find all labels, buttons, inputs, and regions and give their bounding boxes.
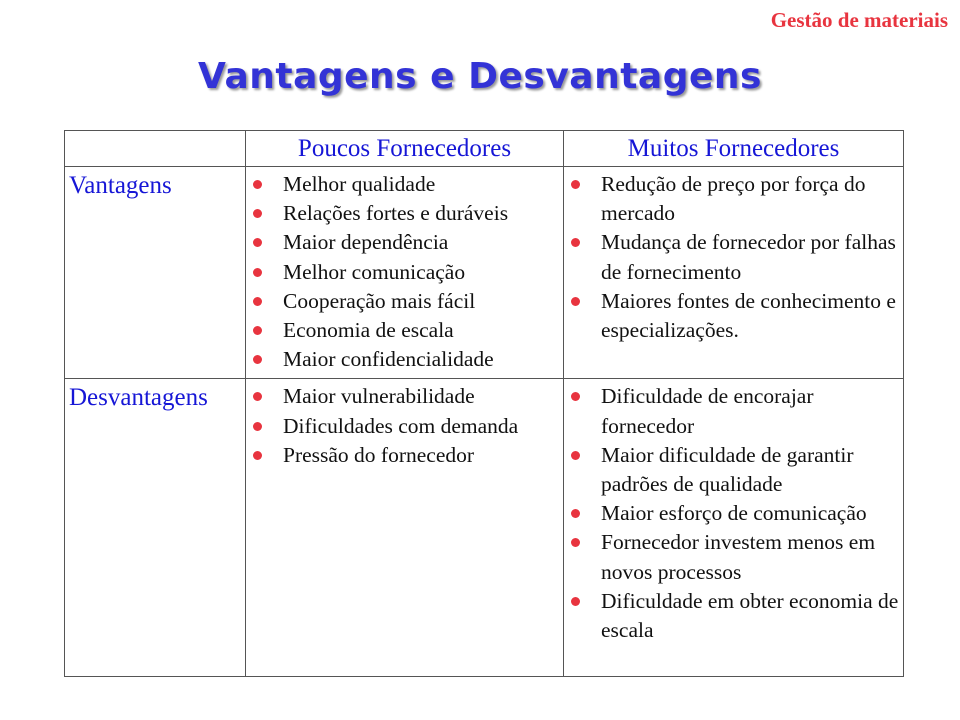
list-item — [252, 170, 561, 199]
list-item-text: Relações fortes e duráveis — [283, 201, 509, 226]
list-item-text: Dificuldade em obter economia de escala — [601, 588, 899, 643]
header-corner-cell — [65, 131, 246, 167]
list-item — [570, 499, 901, 528]
row-advantages — [65, 167, 904, 379]
list-item — [252, 316, 561, 345]
bullet-list — [564, 167, 903, 349]
list-item-text: Economia de escala — [283, 318, 454, 343]
list-item-text: Mudança de fornecedor por falhas de fornecimento — [601, 230, 896, 284]
list-item-text: Maior dependência — [283, 230, 449, 255]
list-item — [570, 587, 901, 645]
list-item-text: Pressão do fornecedor — [283, 442, 475, 467]
list-item — [252, 199, 561, 228]
cell-advantages-many — [564, 167, 904, 379]
list-item-text: Cooperação mais fácil — [283, 288, 476, 313]
bullet-icon — [571, 597, 580, 606]
list-item-text: Maior confidencialidade — [283, 347, 494, 372]
bullet-icon — [253, 422, 262, 431]
row-label-advantages: Vantagens — [65, 167, 246, 379]
list-item-text: Melhor comunicação — [283, 259, 466, 284]
row-disadvantages — [65, 379, 904, 677]
list-item — [570, 170, 901, 228]
list-item — [252, 441, 561, 470]
list-item — [570, 528, 901, 586]
list-item — [252, 228, 561, 257]
list-item — [252, 287, 561, 316]
list-item-text: Maior dificuldade de garantir padrões de qualidade — [601, 442, 854, 497]
cell-disadvantages-few — [246, 379, 564, 677]
list-item — [570, 228, 901, 286]
list-item-text: Dificuldades com demanda — [283, 413, 519, 438]
cell-disadvantages-many — [564, 379, 904, 677]
list-item-text: Dificuldade de encorajar fornecedor — [601, 384, 814, 438]
bullet-icon — [253, 209, 262, 218]
list-item-text: Maiores fontes de conhecimento e especializações. — [601, 288, 896, 343]
list-item-text: Maior esforço de comunicação — [601, 501, 867, 526]
list-item — [252, 258, 561, 287]
list-item — [252, 345, 561, 374]
bullet-icon — [253, 238, 262, 247]
bullet-icon — [253, 268, 262, 277]
bullet-list — [246, 167, 563, 378]
bullet-icon — [571, 392, 580, 401]
row-label-disadvantages: Desvantagens — [65, 379, 246, 677]
list-item-text: Fornecedor investem menos em novos processos — [601, 530, 876, 584]
bullet-icon — [571, 509, 580, 518]
bullet-icon — [253, 392, 262, 401]
bullet-icon — [571, 538, 580, 547]
table-header-row — [65, 131, 904, 167]
bullet-icon — [253, 180, 262, 189]
bullet-list — [564, 379, 903, 649]
list-item-text: Maior vulnerabilidade — [283, 384, 475, 409]
bullet-icon — [253, 355, 262, 364]
bullet-list — [246, 379, 563, 474]
bullet-icon — [253, 297, 262, 306]
bullet-icon — [571, 451, 580, 460]
bullet-icon — [253, 451, 262, 460]
header-few-suppliers: Poucos Fornecedores — [246, 131, 564, 167]
header-many-suppliers: Muitos Fornecedores — [564, 131, 904, 167]
comparison-table — [64, 130, 904, 677]
list-item — [570, 441, 901, 499]
list-item — [252, 412, 561, 441]
page-title: Vantagens e Desvantagens — [198, 56, 762, 97]
bullet-icon — [571, 238, 580, 247]
list-item — [570, 287, 901, 345]
list-item-text: Melhor qualidade — [283, 172, 436, 196]
list-item — [252, 382, 561, 411]
bullet-icon — [571, 297, 580, 306]
cell-advantages-few — [246, 167, 564, 379]
bullet-icon — [253, 326, 262, 335]
list-item — [570, 382, 901, 440]
topic-label: Gestão de materiais — [770, 8, 948, 32]
bullet-icon — [571, 180, 580, 189]
list-item-text: Redução de preço por força do mercado — [601, 172, 866, 226]
